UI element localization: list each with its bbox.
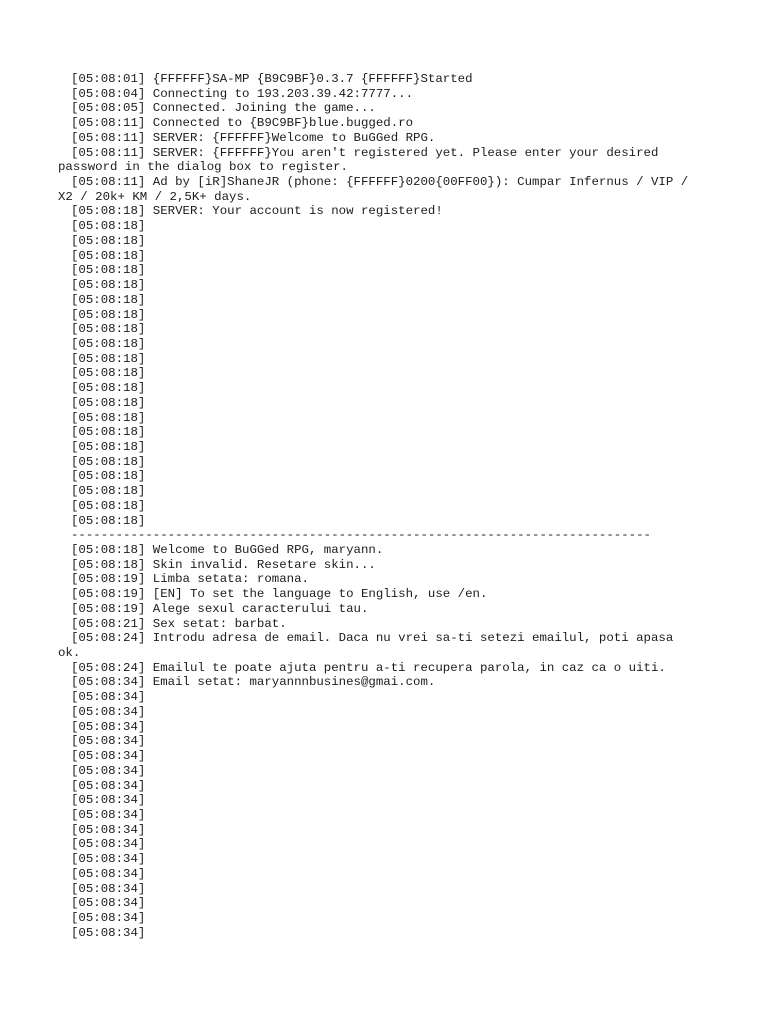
log-line: [05:08:34] [71,822,146,837]
log-line: [05:08:18] SERVER: Your account is now registered! [71,204,443,219]
log-line: [05:08:05] Connected. Joining the game... [71,101,376,116]
log-line-continuation: X2 / 20k+ KM / 2,5K+ days. [58,189,252,204]
log-line: [05:08:34] [71,881,146,896]
log-line: [05:08:18] [71,469,146,484]
log-line: [05:08:18] [71,351,146,366]
log-line: [05:08:11] SERVER: {FFFFFF}You aren't registered yet. Please enter your desired [71,145,659,160]
log-line: [05:08:18] [71,307,146,322]
log-line: [05:08:18] [71,219,146,234]
log-line: [05:08:34] [71,866,146,881]
log-line: [05:08:18] [71,395,146,410]
log-line: [05:08:34] [71,778,146,793]
log-line: [05:08:34] [71,690,146,705]
log-line: [05:08:34] [71,837,146,852]
log-line: [05:08:18] [71,484,146,499]
log-line: [05:08:18] [71,410,146,425]
log-line: [05:08:18] [71,513,146,528]
log-line: [05:08:04] Connecting to 193.203.39.42:7777... [71,86,414,101]
log-line: [05:08:34] [71,910,146,925]
log-line-continuation: password in the dialog box to register. [58,160,348,175]
log-line: [05:08:11] Ad by [iR]ShaneJR (phone: {FFFFFF}0200{00FF00}): Cumpar Infernus / VIP / [71,175,689,190]
log-line: [05:08:18] [71,439,146,454]
log-line: [05:08:11] Connected to {B9C9BF}blue.bugged.ro [71,116,414,131]
log-line: [05:08:24] Introdu adresa de email. Daca nu vrei sa-ti setezi emailul, poti apasa [71,631,674,646]
log-line: [05:08:18] [71,233,146,248]
log-line: [05:08:34] [71,852,146,867]
log-line: [05:08:34] [71,896,146,911]
log-line: [05:08:18] [71,248,146,263]
log-line: [05:08:34] [71,734,146,749]
log-line: [05:08:34] [71,704,146,719]
log-line: [05:08:34] [71,749,146,764]
log-line: [05:08:11] SERVER: {FFFFFF}Welcome to BuGGed RPG. [71,130,436,145]
log-line: [05:08:24] Emailul te poate ajuta pentru a-ti recupera parola, in caz ca o uiti. [71,660,666,675]
log-line: [05:08:19] Alege sexul caracterului tau. [71,601,369,616]
log-line: [05:08:34] [71,807,146,822]
log-line: [05:08:18] [71,263,146,278]
log-line: [05:08:18] [71,322,146,337]
log-line: [05:08:18] [71,381,146,396]
log-line-continuation: ok. [58,646,81,661]
log-line: [05:08:18] [71,366,146,381]
log-line: [05:08:18] [71,425,146,440]
log-line: [05:08:19] Limba setata: romana. [71,572,309,587]
log-line: [05:08:34] [71,719,146,734]
log-line: [05:08:18] [71,454,146,469]
separator-line: ------------------------------------------------------------------------------ [71,528,651,543]
chat-log [58,72,711,940]
log-line: [05:08:34] Email setat: maryannnbusines@gmai.com. [71,675,436,690]
log-line: [05:08:01] {FFFFFF}SA-MP {B9C9BF}0.3.7 {FFFFFF}Started [71,72,473,86]
log-line: [05:08:34] [71,763,146,778]
log-line: [05:08:34] [71,925,146,940]
log-line: [05:08:34] [71,793,146,808]
log-line: [05:08:19] [EN] To set the language to English, use /en. [71,587,488,602]
log-line: [05:08:18] [71,292,146,307]
log-line: [05:08:21] Sex setat: barbat. [71,616,287,631]
log-line: [05:08:18] Welcome to BuGGed RPG, maryann. [71,543,384,557]
log-line: [05:08:18] [71,336,146,351]
log-line: [05:08:18] Skin invalid. Resetare skin... [71,557,376,572]
log-line: [05:08:18] [71,498,146,513]
log-line: [05:08:18] [71,278,146,293]
